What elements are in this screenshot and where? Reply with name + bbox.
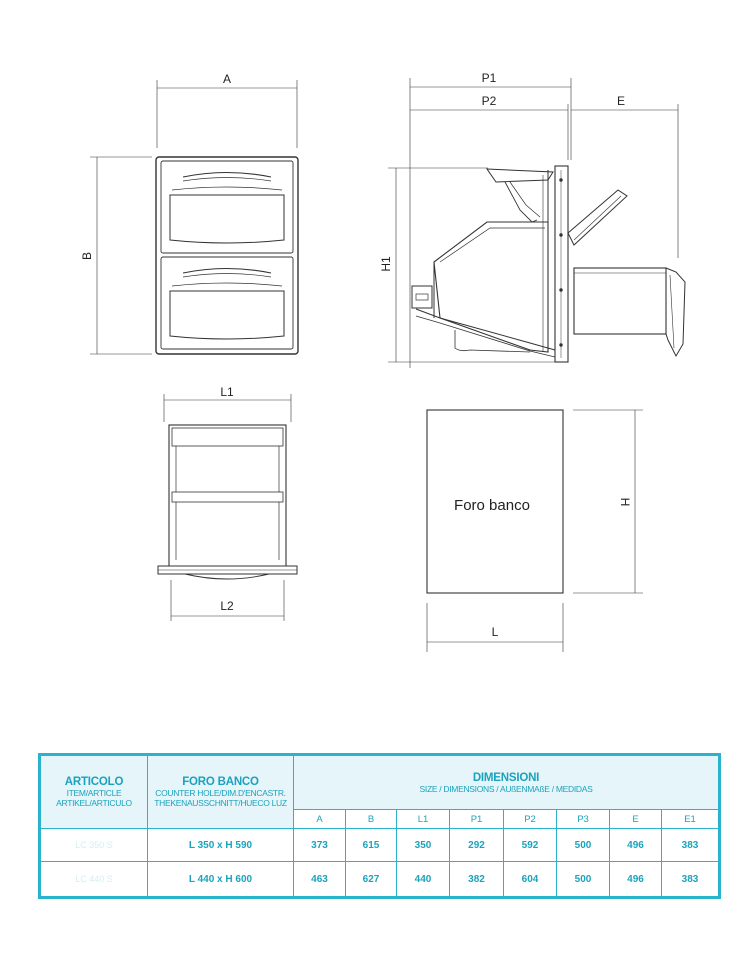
- table-cell: 440: [414, 873, 432, 885]
- table-cell: 500: [574, 839, 592, 851]
- dimensioni-sub: SIZE / DIMENSIONS / AUßENMAßE / MEDIDAS: [419, 783, 593, 794]
- dim-label-l2: L2: [220, 599, 234, 613]
- col-header: P3: [577, 813, 589, 825]
- grid-line: [556, 809, 557, 896]
- row-article: LC 440 S: [75, 874, 113, 884]
- dim-label-h1: H1: [379, 256, 393, 272]
- col-header: B: [367, 813, 375, 825]
- table-cell: 496: [627, 873, 644, 885]
- grid-line: [293, 809, 718, 810]
- table-cell: 292: [468, 839, 485, 851]
- col-header: E: [632, 813, 639, 825]
- row-article: LC 350 S: [75, 840, 113, 850]
- articolo-header: [41, 756, 147, 828]
- dim-label-l: L: [491, 625, 499, 639]
- table-cell: 373: [311, 839, 328, 851]
- foro-sub1: COUNTER HOLE/DIM.D'ENCASTR.: [155, 788, 286, 798]
- spec-table: [38, 753, 721, 899]
- grid-line: [41, 828, 718, 829]
- table-cell: 463: [311, 873, 328, 885]
- top-view: [158, 394, 297, 621]
- dimensioni-title: DIMENSIONI: [472, 771, 540, 784]
- cutout-label: Foro banco: [454, 497, 530, 514]
- table-cell: 350: [414, 839, 432, 851]
- grid-line: [345, 809, 346, 896]
- front-view: [90, 80, 298, 354]
- dim-label-h: H: [618, 497, 632, 507]
- side-view: [388, 78, 685, 368]
- table-cell: 383: [681, 839, 699, 851]
- col-header: E1: [684, 813, 696, 825]
- grid-line: [449, 809, 450, 896]
- foro-title: FORO BANCO: [182, 776, 259, 788]
- counter-cutout: [427, 410, 643, 652]
- col-header: A: [316, 813, 323, 825]
- grid-line: [293, 756, 294, 896]
- table-cell: 615: [362, 839, 380, 851]
- articolo-sub1: ITEM/ARTICLE: [66, 788, 122, 798]
- row-foro: L 440 x H 600: [188, 873, 253, 885]
- dim-label-b: B: [80, 251, 94, 261]
- table-cell: 627: [362, 873, 380, 885]
- foro-sub2: THEKENAUSSCHNITT/HUECO LUZ: [154, 798, 287, 808]
- row-foro: L 350 x H 590: [188, 839, 253, 851]
- grid-line: [609, 809, 610, 896]
- col-header: P1: [470, 813, 483, 825]
- dim-label-l1: L1: [220, 385, 234, 399]
- table-cell: 382: [468, 873, 485, 885]
- dim-label-p1: P1: [481, 71, 497, 85]
- table-cell: 592: [521, 839, 539, 851]
- col-header: P2: [524, 813, 536, 825]
- dim-label-p2: P2: [481, 94, 497, 108]
- grid-line: [503, 809, 504, 896]
- dim-label-e: E: [616, 94, 626, 108]
- table-cell: 604: [521, 873, 539, 885]
- articolo-sub2: ARTIKEL/ARTICULO: [56, 798, 132, 808]
- dim-label-a: A: [222, 72, 232, 86]
- grid-line: [396, 809, 397, 896]
- table-cell: 383: [681, 873, 699, 885]
- grid-line: [147, 756, 148, 896]
- table-cell: 500: [574, 873, 592, 885]
- grid-line: [41, 861, 718, 862]
- articolo-title: ARTICOLO: [64, 776, 124, 788]
- dimensioni-header: [294, 756, 718, 809]
- table-cell: 496: [627, 839, 644, 851]
- col-header: L1: [417, 813, 429, 825]
- grid-line: [661, 809, 662, 896]
- foro-header: [148, 756, 293, 828]
